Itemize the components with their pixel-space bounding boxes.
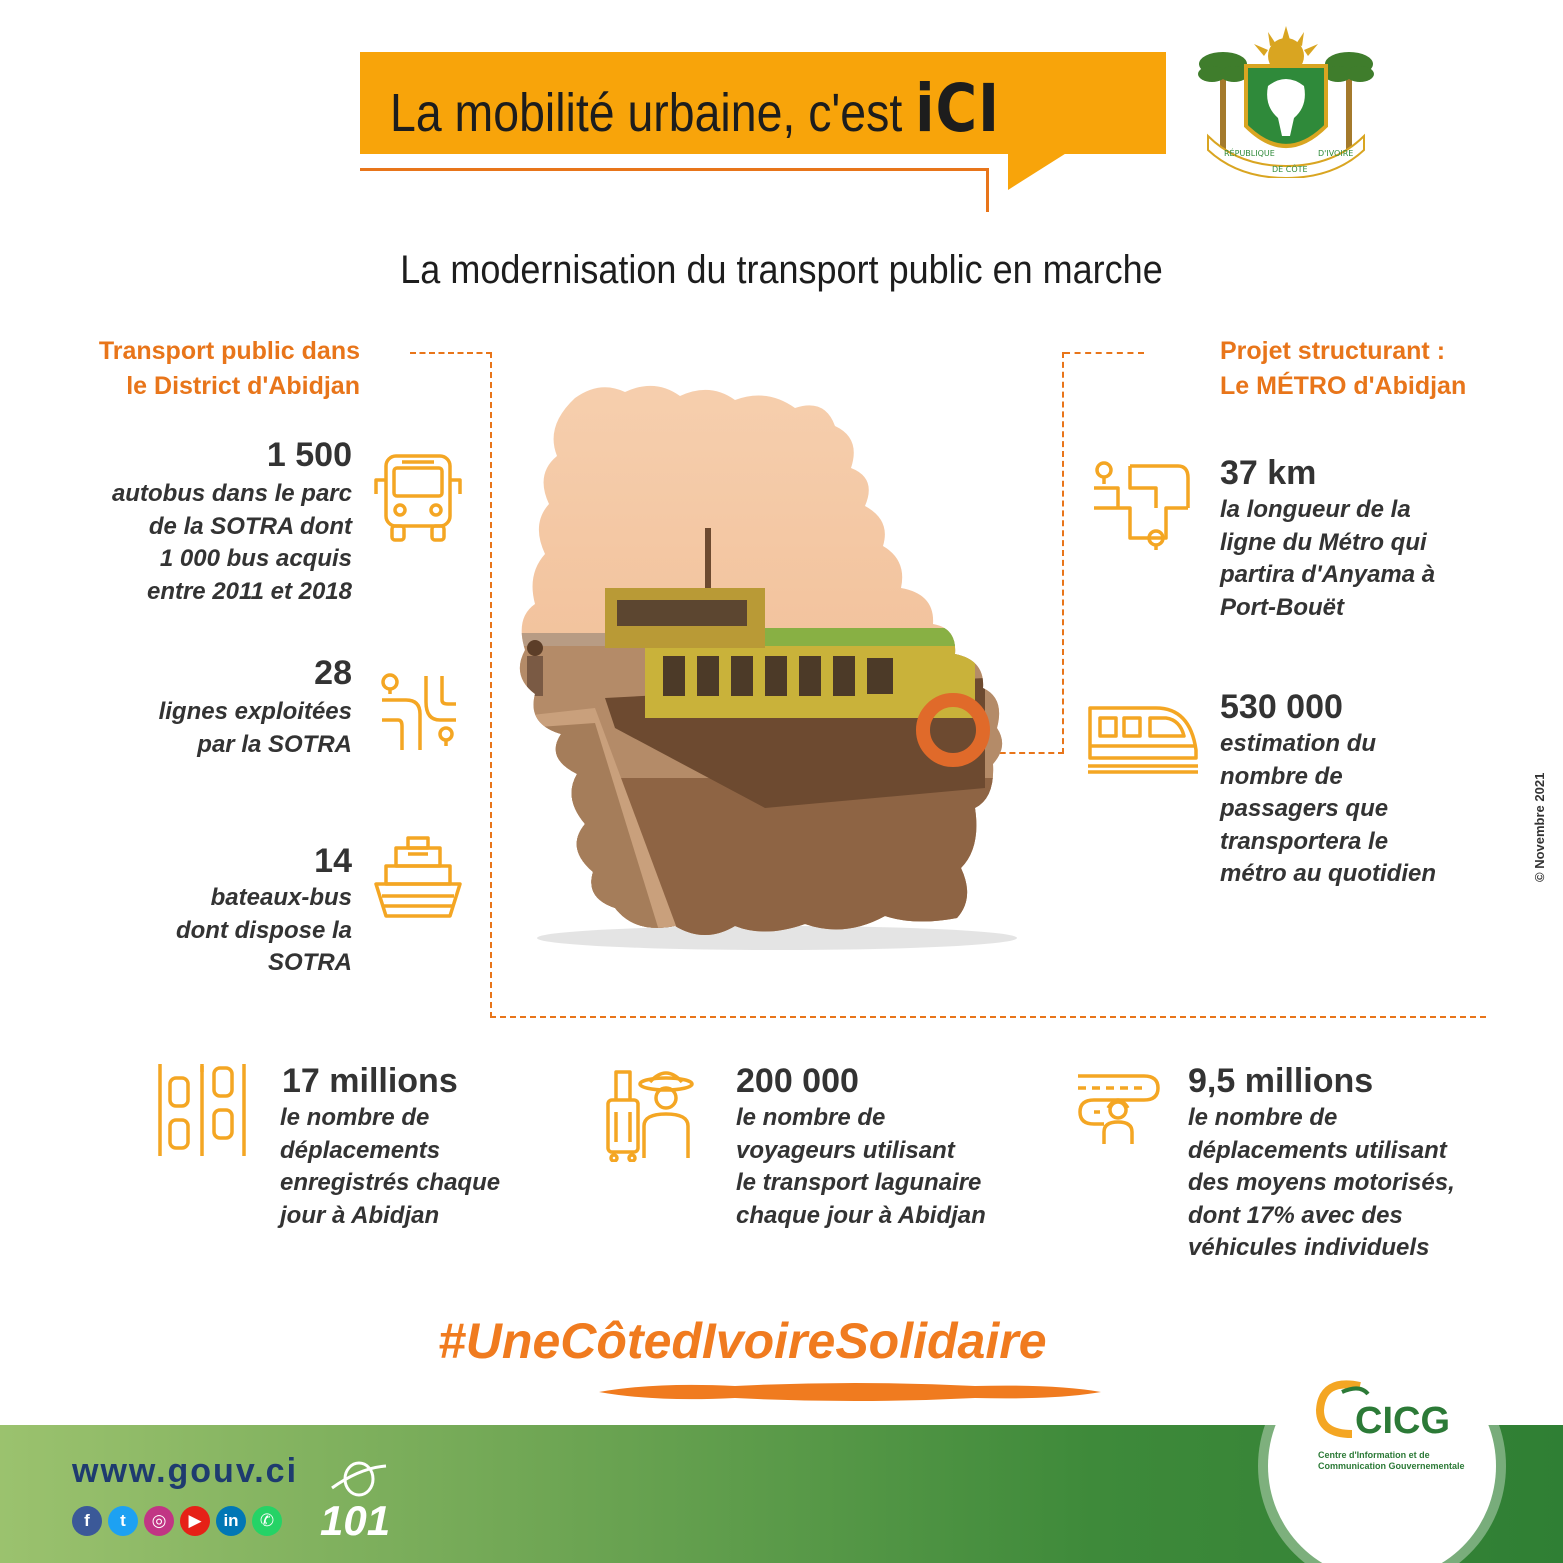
cote-divoire-map-photo bbox=[505, 378, 1050, 950]
stat-value: 530 000 bbox=[1220, 688, 1343, 726]
copyright-note: © Novembre 2021 bbox=[1532, 772, 1547, 882]
desc-line: autobus dans le parc bbox=[111, 480, 352, 507]
desc-line: dont dispose la bbox=[175, 916, 352, 944]
left-heading-line: Transport public dans bbox=[98, 337, 360, 365]
desc-line: 1 000 bus acquis bbox=[159, 545, 352, 572]
bus-icon bbox=[372, 450, 464, 544]
banner-tail-line bbox=[986, 168, 989, 212]
website-link[interactable]: www.gouv.ci bbox=[72, 1452, 299, 1490]
right-heading-line: Projet structurant : bbox=[1220, 337, 1446, 365]
desc-line: dont 17% avec des bbox=[1188, 1201, 1403, 1229]
desc-line: estimation du bbox=[1220, 730, 1377, 757]
route-icon bbox=[376, 670, 458, 752]
desc-line: lignes exploitées bbox=[158, 698, 352, 725]
desc-line: ligne du Métro qui bbox=[1220, 528, 1427, 556]
desc-line: passagers que bbox=[1220, 795, 1389, 822]
traffic-icon bbox=[156, 1062, 248, 1158]
org-full-name: Centre d'Information et de Communication Gouvernementale bbox=[1318, 1450, 1465, 1471]
train-icon bbox=[1086, 700, 1200, 774]
desc-line: métro au quotidien bbox=[1220, 860, 1436, 887]
right-connector-vertical bbox=[1062, 352, 1064, 754]
left-connector-vertical bbox=[490, 352, 492, 1018]
boat-icon bbox=[372, 834, 464, 926]
stat-value: 9,5 millions bbox=[1188, 1062, 1374, 1100]
page-title: La mobilité urbaine, c'est iCI bbox=[390, 70, 1000, 147]
desc-line: la longueur de la bbox=[1220, 496, 1411, 523]
subtitle: La modernisation du transport public en marche bbox=[400, 248, 1163, 292]
right-section-heading bbox=[1220, 334, 1520, 404]
stat-value: 200 000 bbox=[736, 1062, 859, 1100]
banner-underline bbox=[360, 168, 988, 171]
desc-line: voyageurs utilisant bbox=[736, 1136, 955, 1164]
globe-icon bbox=[330, 1458, 388, 1500]
desc-line: partira d'Anyama à bbox=[1220, 561, 1436, 588]
title-banner bbox=[360, 52, 1166, 154]
traveler-icon bbox=[604, 1062, 696, 1162]
right-connector-top bbox=[1064, 352, 1144, 354]
desc-line: des moyens motorisés, bbox=[1188, 1169, 1455, 1196]
coat-of-arms-icon bbox=[1198, 26, 1374, 178]
org-short-name: CICG bbox=[1355, 1400, 1450, 1442]
desc-line: véhicules individuels bbox=[1188, 1234, 1430, 1261]
stat-description bbox=[1220, 494, 1520, 624]
desc-line: par la SOTRA bbox=[197, 730, 352, 758]
stat-description bbox=[736, 1102, 1046, 1232]
left-connector-top bbox=[410, 352, 492, 354]
desc-line: chaque jour à Abidjan bbox=[736, 1201, 986, 1229]
desc-line: de la SOTRA dont bbox=[148, 512, 352, 540]
stat-description bbox=[40, 882, 352, 980]
stat-description bbox=[1220, 728, 1520, 891]
desc-line: le nombre de bbox=[280, 1104, 430, 1131]
desc-line: entre 2011 et 2018 bbox=[146, 577, 352, 605]
desc-line: déplacements bbox=[280, 1136, 441, 1164]
number-101: 101 bbox=[320, 1497, 391, 1544]
stat-value: 17 millions bbox=[282, 1062, 458, 1100]
stat-value: 28 bbox=[314, 654, 352, 692]
stat-value: 37 km bbox=[1220, 454, 1317, 492]
desc-line: le nombre de bbox=[1188, 1104, 1338, 1131]
stat-description bbox=[40, 696, 352, 761]
youtube-icon[interactable]: ▶ bbox=[180, 1506, 210, 1536]
hashtag: #UneCôtedIvoireSolidaire bbox=[438, 1313, 1047, 1369]
metro-route-icon bbox=[1090, 458, 1194, 554]
whatsapp-icon[interactable]: ✆ bbox=[252, 1506, 282, 1536]
twitter-icon[interactable]: t bbox=[108, 1506, 138, 1536]
stat-value: 1 500 bbox=[266, 436, 352, 474]
motto-left: RÉPUBLIQUE bbox=[1224, 149, 1275, 158]
desc-line: le nombre de bbox=[736, 1104, 886, 1131]
desc-line: transportera le bbox=[1220, 827, 1389, 855]
title-emphasis: iCI bbox=[915, 70, 1000, 147]
stat-description bbox=[40, 478, 352, 608]
brush-stroke-underline bbox=[595, 1378, 1105, 1404]
motto-right: D'IVOIRE bbox=[1318, 149, 1354, 158]
facebook-icon[interactable]: f bbox=[72, 1506, 102, 1536]
desc-line: le transport lagunaire bbox=[736, 1169, 982, 1196]
left-heading-line: le District d'Abidjan bbox=[126, 372, 360, 400]
instagram-icon[interactable]: ◎ bbox=[144, 1506, 174, 1536]
desc-line: bateaux-bus bbox=[210, 884, 352, 911]
right-heading-line: Le MÉTRO d'Abidjan bbox=[1220, 372, 1467, 400]
stat-description bbox=[280, 1102, 570, 1232]
banner-tail bbox=[1008, 152, 1068, 190]
left-section-heading bbox=[60, 334, 360, 404]
stat-value: 14 bbox=[314, 842, 352, 880]
motto-bottom: DE CÔTE bbox=[1272, 165, 1308, 174]
desc-line: SOTRA bbox=[268, 949, 352, 976]
desc-line: nombre de bbox=[1220, 762, 1343, 790]
social-links bbox=[72, 1506, 282, 1542]
desc-line: déplacements utilisant bbox=[1188, 1136, 1447, 1164]
stat-description bbox=[1188, 1102, 1508, 1265]
linkedin-icon[interactable]: in bbox=[216, 1506, 246, 1536]
bottom-connector bbox=[490, 1016, 1486, 1018]
desc-line: jour à Abidjan bbox=[280, 1201, 440, 1229]
road-worker-icon bbox=[1074, 1066, 1164, 1146]
desc-line: enregistrés chaque bbox=[280, 1169, 501, 1196]
desc-line: Port-Bouët bbox=[1220, 593, 1344, 621]
